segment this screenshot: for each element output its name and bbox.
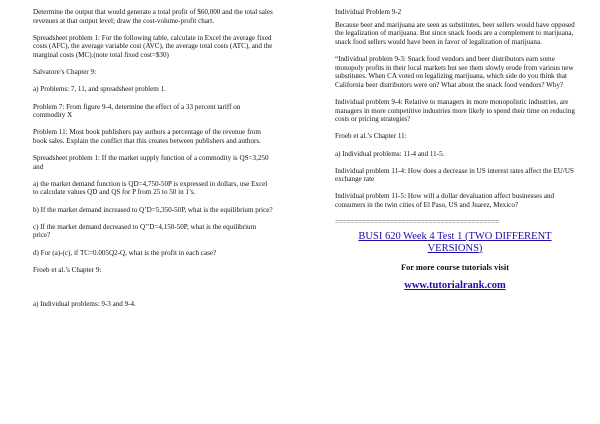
heading-froeb-ch11: Froeb et al.’s Chapter 11: xyxy=(335,132,407,141)
equals-divider: ========================================== xyxy=(335,218,499,227)
tutorialrank-link[interactable]: www.tutorialrank.com xyxy=(404,279,506,291)
paragraph-beer-marijuana: Because beer and marijuana are seen as substitutes, beer sellers would have opposed the legalization of marijuana. But since snack foods are a complement to marijuana, snack food sellers would have been in favor of legalization of marijuana. xyxy=(335,20,575,46)
paragraph-individual-11-4: Individual problem 11-4: How does a decrease in US interest rates affect the EU/US exchange rate xyxy=(335,166,574,184)
paragraph-part-d: d) For (a)-(c), if TC=0.005Q2-Q, what is the profit in each case? xyxy=(33,248,217,257)
left-column xyxy=(33,8,273,317)
paragraph-individual-9-3-9-4: a) Individual problems: 9-3 and 9-4. xyxy=(33,300,136,309)
paragraph-problem-11: Problem 11: Most book publishers pay authors a percentage of the revenue from book sales. Explain the conflict that this creates between publishers and authors. xyxy=(33,128,261,145)
heading-individual-9-2: Individual Problem 9-2 xyxy=(335,8,402,16)
paragraph-problems-list: a) Problems: 7, 11, and spreadsheet problem 1. xyxy=(33,85,166,94)
blank-line xyxy=(33,283,273,292)
paragraph-part-b: b) If the market demand increased to Q’D=5,350-50P, what is the equilibrium price? xyxy=(33,205,273,214)
paragraph-individual-11-list: a) Individual problems: 11-4 and 11-5. xyxy=(335,149,445,158)
paragraph-problem-7: Problem 7: From figure 9-4, determine the effect of a 33 percent tariff on commodity X xyxy=(33,102,241,120)
paragraph-part-a: a) the market demand function is QD=4,750-50P is expressed in dollars, use Excel to calculate values QD and QS for P from 25 to 50 in 1’s. xyxy=(33,179,268,197)
paragraph-individual-9-4: Individual problem 9-4: Relative to managers in more monopolistic industries, are managers in more competitive industries more likely to spend their time on reducing costs or pricing strategies? xyxy=(335,97,575,124)
heading-salvatore-ch9: Salvatore’s Chapter 9: xyxy=(33,68,97,77)
heading-froeb-ch9: Froeb et al.’s Chapter 9: xyxy=(33,265,102,274)
paragraph-individual-9-3: “Individual problem 9-3: Snack food vendors and beer distributors earn some monopoly profits in their local markets but see them slowly erode from various new substitutes. When CA voted on legalizing marijuana, which side do you think that California beer distributors were on? What about the snack food vendors? Why? xyxy=(335,54,574,89)
paragraph-part-c: c) If the market demand decreased to Q’’D=4,150-50P, what is the equilibrium price? xyxy=(33,222,257,240)
paragraph-spreadsheet-supply: Spreadsheet problem 1: If the market supply function of a commodity is QS=3,250 and xyxy=(33,154,269,171)
paragraph-spreadsheet-costs: Spreadsheet problem 1: For the following table, calculate in Excel the average fixed costs (AFC), the average variable cost (AVC), the average total costs (ATC), and the marginal costs (MC).(note total fixed cost=$30) xyxy=(33,33,273,59)
right-column xyxy=(335,8,575,292)
more-tutorials-text: For more course tutorials visit xyxy=(400,262,510,272)
paragraph-cvp-profit: Determine the output that would generate a total profit of $60,000 and the total sales revenues at that output level; draw the cost-volume-profit chart. xyxy=(33,8,273,25)
busi620-title-link[interactable]: BUSI 620 Week 4 Test 1 (TWO DIFFERENT VERSIONS) xyxy=(358,230,552,254)
paragraph-individual-11-5: Individual problem 11-5: How will a dollar devaluation affect businesses and consumers in the twin cities of El Paso, US and Juarez, Mexico? xyxy=(335,192,555,210)
